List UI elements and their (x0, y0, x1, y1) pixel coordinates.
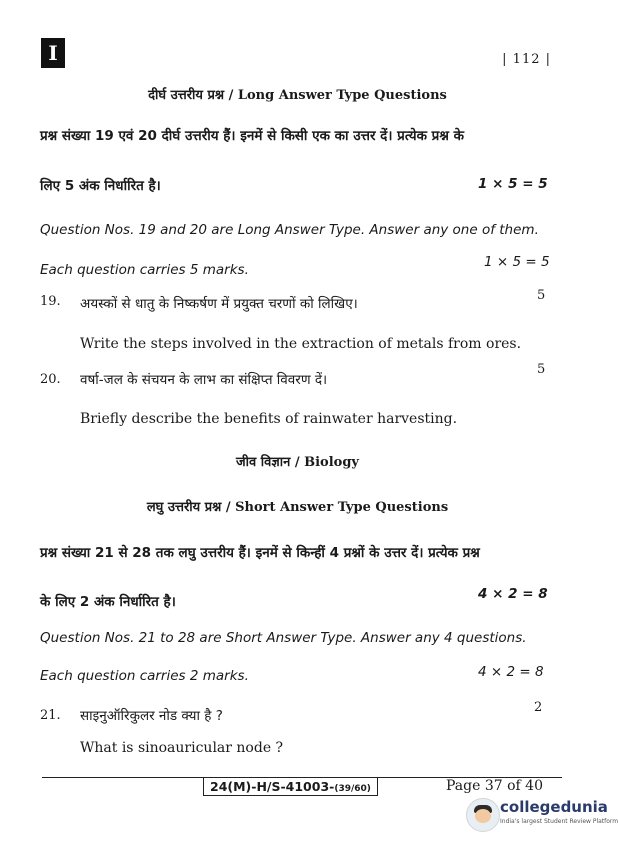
logo-name: collegedunia (500, 798, 608, 816)
q20-english: Briefly describe the benefits of rainwater harvesting. (80, 411, 458, 427)
instr2-hindi-line2: के लिए 2 अंक निर्धारित है। (40, 594, 176, 610)
footer-code-main: 24(M)-H/S-41003- (210, 779, 335, 794)
instr2-eng-line1: Question Nos. 21 to 28 are Short Answer Type. Answer any 4 questions. (40, 630, 527, 646)
top-page-number: | 112 | (502, 52, 551, 67)
instr1-eng-line2: Each question carries 5 marks. (40, 262, 249, 278)
q19-english: Write the steps involved in the extraction of metals from ores. (80, 336, 522, 352)
instr2-eng-line2: Each question carries 2 marks. (40, 668, 249, 684)
section1-title: दीर्घ उत्तरीय प्रश्न / Long Answer Type Questions (148, 88, 447, 103)
footer-page-count: Page 37 of 40 (446, 778, 543, 794)
mascot-icon (466, 798, 500, 832)
footer-code-small: (39/60) (334, 784, 371, 794)
instr1-hindi-line2: लिए 5 अंक निर्धारित है। (40, 178, 161, 194)
instr1-eng-line1: Question Nos. 19 and 20 are Long Answer Type. Answer any one of them. (40, 222, 539, 238)
collegedunia-logo (466, 796, 618, 840)
instr1-hindi-line1: प्रश्न संख्या 19 एवं 20 दीर्घ उत्तरीय हैं। इनमें से किसी एक का उत्तर दें। प्रत्येक प्रश्न के (40, 128, 464, 144)
q21-english: What is sinoauricular node ? (80, 740, 284, 756)
instr1-hindi-marks: 1 × 5 = 5 (478, 176, 548, 192)
q20-number: 20. (40, 372, 61, 387)
subject-title: जीव विज्ञान / Biology (236, 455, 359, 470)
q19-number: 19. (40, 294, 61, 309)
q21-hindi: साइनुऑरिकुलर नोड क्या है ? (80, 708, 223, 724)
q21-number: 21. (40, 708, 61, 723)
q21-marks: 2 (534, 700, 543, 715)
q20-marks: 5 (537, 362, 546, 377)
section-marker: I (41, 38, 65, 68)
instr2-hindi-marks: 4 × 2 = 8 (478, 586, 548, 602)
instr2-eng-marks: 4 × 2 = 8 (478, 664, 544, 680)
instr1-eng-marks: 1 × 5 = 5 (484, 254, 550, 270)
logo-tagline: India's largest Student Review Platform (500, 818, 618, 825)
q19-hindi: अयस्कों से धातु के निष्कर्षण में प्रयुक्त चरणों को लिखिए। (80, 296, 358, 312)
footer-code (203, 778, 378, 796)
q20-hindi: वर्षा-जल के संचयन के लाभ का संक्षिप्त विवरण दें। (80, 372, 328, 388)
instr2-hindi-line1: प्रश्न संख्या 21 से 28 तक लघु उत्तरीय हैं। इनमें से किन्हीं 4 प्रश्नों के उत्तर दें। प्रत्येक प्रश्न (40, 545, 480, 561)
section2-title: लघु उत्तरीय प्रश्न / Short Answer Type Questions (146, 500, 449, 515)
q19-marks: 5 (537, 288, 546, 303)
